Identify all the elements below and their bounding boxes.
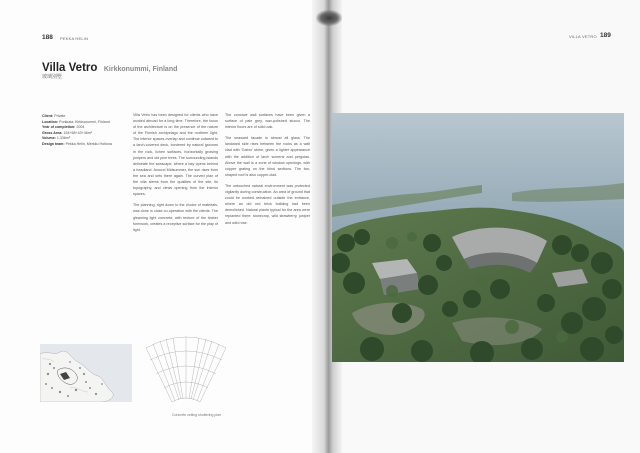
info-row: Location: Porkkala, Kirkkonummi, Finland [42,119,110,124]
site-plan-drawing [40,344,132,402]
paragraph: Villa Vetro has been designed for clients who have worked abroad for a long time. Therefore, the focus of the architecture is on the presence of the nature of the Finnish archipelago and the northern light. The interior spaces overlap and continue outward to a larch-covered deck, bordered by natural grooves in the rock, lichen surfaces, horizontally growing junipers and old pine trees. The surrounding islands delineate the seascape, where a bay opens behind a headland. Around Midsummer, the sun rises from the sea and sets there again. The curved plan of the villa stems from the qualities of the site, its topography, and views opening from the interior spaces. [133,113,218,197]
project-info [42,114,122,148]
project-name: Villa Vetro [42,62,98,74]
running-head-left: PEKKA HELIN [60,36,89,41]
info-row: Gross Area: 154+58+43+46m² [42,130,92,135]
running-head-right: VILLA VETRO [569,34,597,39]
paragraph: The concave wall surfaces have been given a surface of pale grey, wax-polished stucco. The interior floors are of solid oak. [225,113,310,130]
page-number-right: 189 [600,32,611,39]
page-number-left: 188 [42,34,53,41]
info-row: Volume: 1,336m³ [42,136,71,141]
info-row: Year of completion: 2004 [42,125,85,130]
paragraph: The untouched natural environment was protected vigilantly during construction. An area of ground that could be worked remained outside the entrance, where an old red brick building had been demolished. Natural plants typical for the area were replanted there: stonecrop, wild strawberry, juniper and wild rose. [225,183,310,225]
body-column-2 [225,112,310,231]
project-location: Kirkkonummi, Finland [103,66,178,73]
info-row: Design team: Pekka Helin, Merkku Holtona [42,141,112,146]
paragraph: The planning, right down to the choice of materials, was done in close co-operation with the clients. The gleaming light concrete, with texture of the timber formwork, creates a receptive surface for the play of light. [133,203,218,232]
aerial-photo-villa [332,113,624,362]
drawing-caption: Concrete ceiling shuttering plan [172,413,222,417]
site-plan [40,344,132,402]
body-column-1 [133,112,218,238]
project-title-chinese: 玻璃别墅 [42,74,63,80]
info-row: Client: Private [42,114,66,118]
shuttering-plan-drawing [140,330,232,408]
paragraph: The seaward facade is almost all glass. The landward side rises between the rocks as a wall clad with 'Gabro' stone, given a lighter appearance with the addition of larch screens and pergolas. Above the wall is a zone of window openings, with copper grating on the blind sections. The fan-shaped roof is also copper-clad. [225,136,310,177]
spine-shadow [316,10,342,26]
project-title [42,58,177,76]
